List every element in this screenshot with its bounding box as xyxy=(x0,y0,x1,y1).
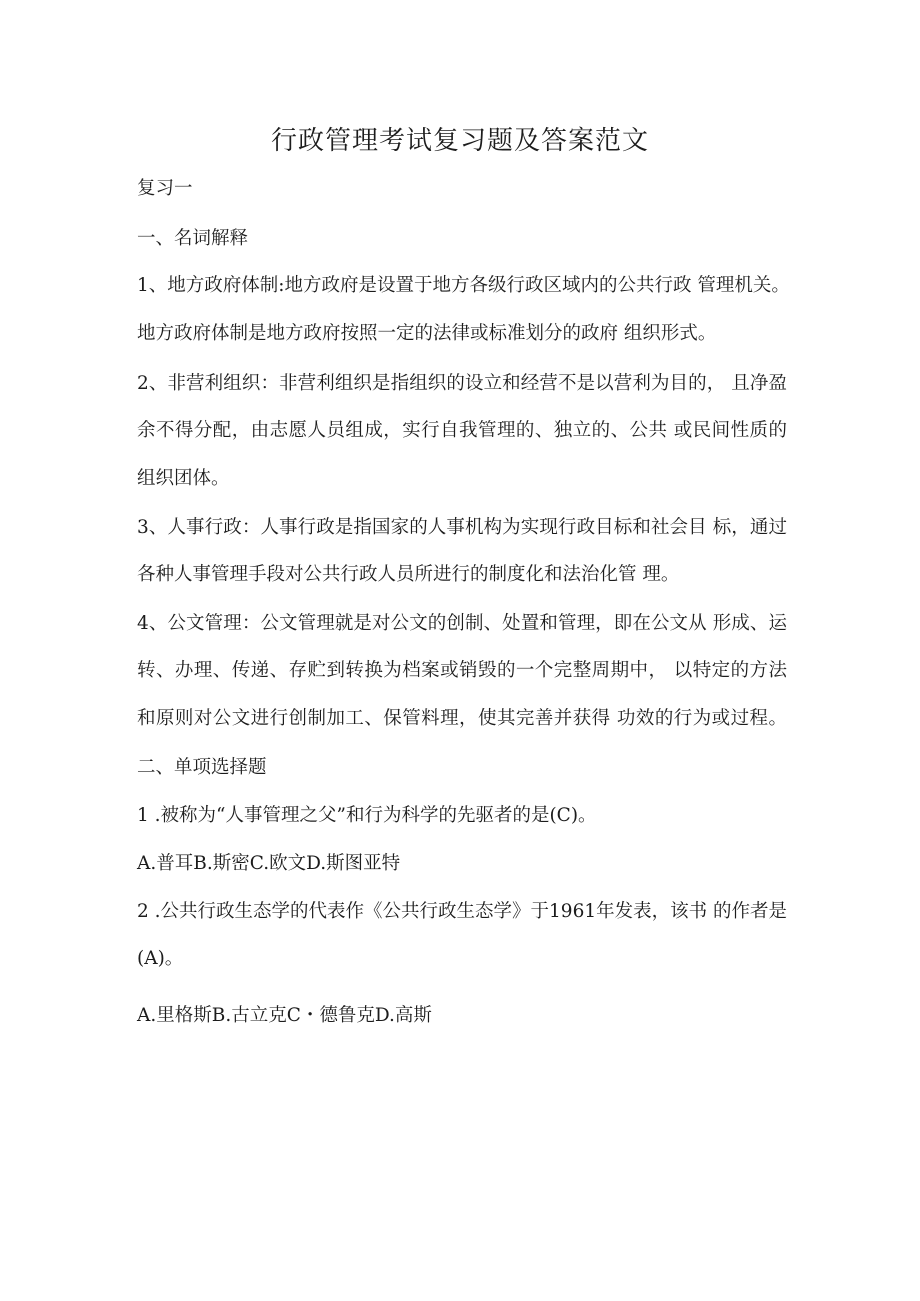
question-1-options: A.普耳B.斯密C.欧文D.斯图亚特 xyxy=(137,853,401,874)
part2-heading: 二、单项选择题 xyxy=(137,757,267,778)
term-4-line-2: 转、办理、传递、存贮到转换为档案或销毁的一个完整周期中， 以特定的方法 xyxy=(137,660,787,681)
question-2-text-line-2: (A)。 xyxy=(137,948,184,969)
term-1-line-1: 1、地方政府体制:地方政府是设置于地方各级行政区域内的公共行政 管理机关。 xyxy=(137,275,790,296)
term-2-line-1: 2、非营利组织：非营利组织是指组织的设立和经营不是以营利为目的， 且净盈 xyxy=(137,373,787,394)
document-title: 行政管理考试复习题及答案范文 xyxy=(270,126,649,156)
term-2-line-2: 余不得分配，由志愿人员组成，实行自我管理的、独立的、公共 或民间性质的 xyxy=(137,420,787,441)
term-1-line-2: 地方政府体制是地方政府按照一定的法律或标准划分的政府 组织形式。 xyxy=(137,323,717,344)
question-1-text: 1 .被称为“人事管理之父”和行为科学的先驱者的是(C)。 xyxy=(137,805,597,826)
section-label: 复习一 xyxy=(137,178,193,199)
question-2-options: A.里格斯B.古立克C・德鲁克D.高斯 xyxy=(137,1005,432,1026)
term-4-line-1: 4、公文管理：公文管理就是对公文的创制、处置和管理，即在公文从 形成、运 xyxy=(137,613,787,634)
term-3-line-2: 各种人事管理手段对公共行政人员所进行的制度化和法治化管 理。 xyxy=(137,564,680,585)
part1-heading: 一、名词解释 xyxy=(137,228,249,249)
term-3-line-1: 3、人事行政：人事行政是指国家的人事机构为实现行政目标和社会目 标，通过 xyxy=(137,517,787,538)
term-4-line-3: 和原则对公文进行创制加工、保管料理，使其完善并获得 功效的行为或过程。 xyxy=(137,708,787,729)
question-2-text-line-1: 2 .公共行政生态学的代表作《公共行政生态学》于1961年发表，该书 的作者是 xyxy=(137,901,787,922)
term-2-line-3: 组织团体。 xyxy=(137,468,230,489)
